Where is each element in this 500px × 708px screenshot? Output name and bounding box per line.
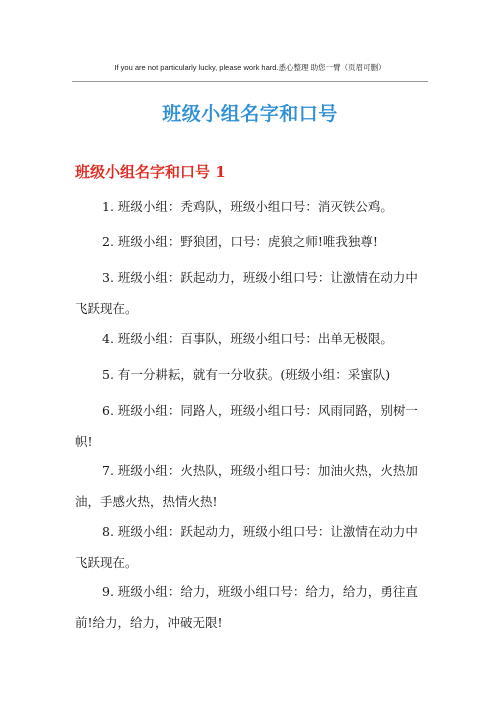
document-title: 班级小组名字和口号 [162,103,338,125]
list-item: 7. 班级小组：火热队，班级小组口号：加油火热，火热加油，手感火热，热情火热! [75,463,418,509]
header-divider [72,81,428,82]
list-item: 1. 班级小组：秃鸡队，班级小组口号：消灭铁公鸡。 [102,199,393,214]
list-item: 4. 班级小组：百事队，班级小组口号：出单无极限。 [102,331,393,346]
list-item: 9. 班级小组：给力，班级小组口号：给力，给力，勇往直前!给力，给力，冲破无限! [75,584,418,630]
list-item: 6. 班级小组：同路人，班级小组口号：风雨同路，别树一帜! [75,403,418,449]
list-item: 3. 班级小组：跃起动力，班级小组口号：让激情在动力中飞跃现在。 [75,270,418,316]
section-heading: 班级小组名字和口号 1 [75,163,226,181]
page-header: If you are not particularly lucky, please work hard.悉心整理 助您一臂（页眉可删） [114,63,386,72]
list-item: 5. 有一分耕耘，就有一分收获。(班级小组：采蜜队) [102,367,391,382]
list-item: 2. 班级小组：野狼团，口号：虎狼之师!唯我独尊! [102,234,378,249]
list-item: 8. 班级小组：跃起动力，班级小组口号：让激情在动力中飞跃现在。 [75,524,418,570]
